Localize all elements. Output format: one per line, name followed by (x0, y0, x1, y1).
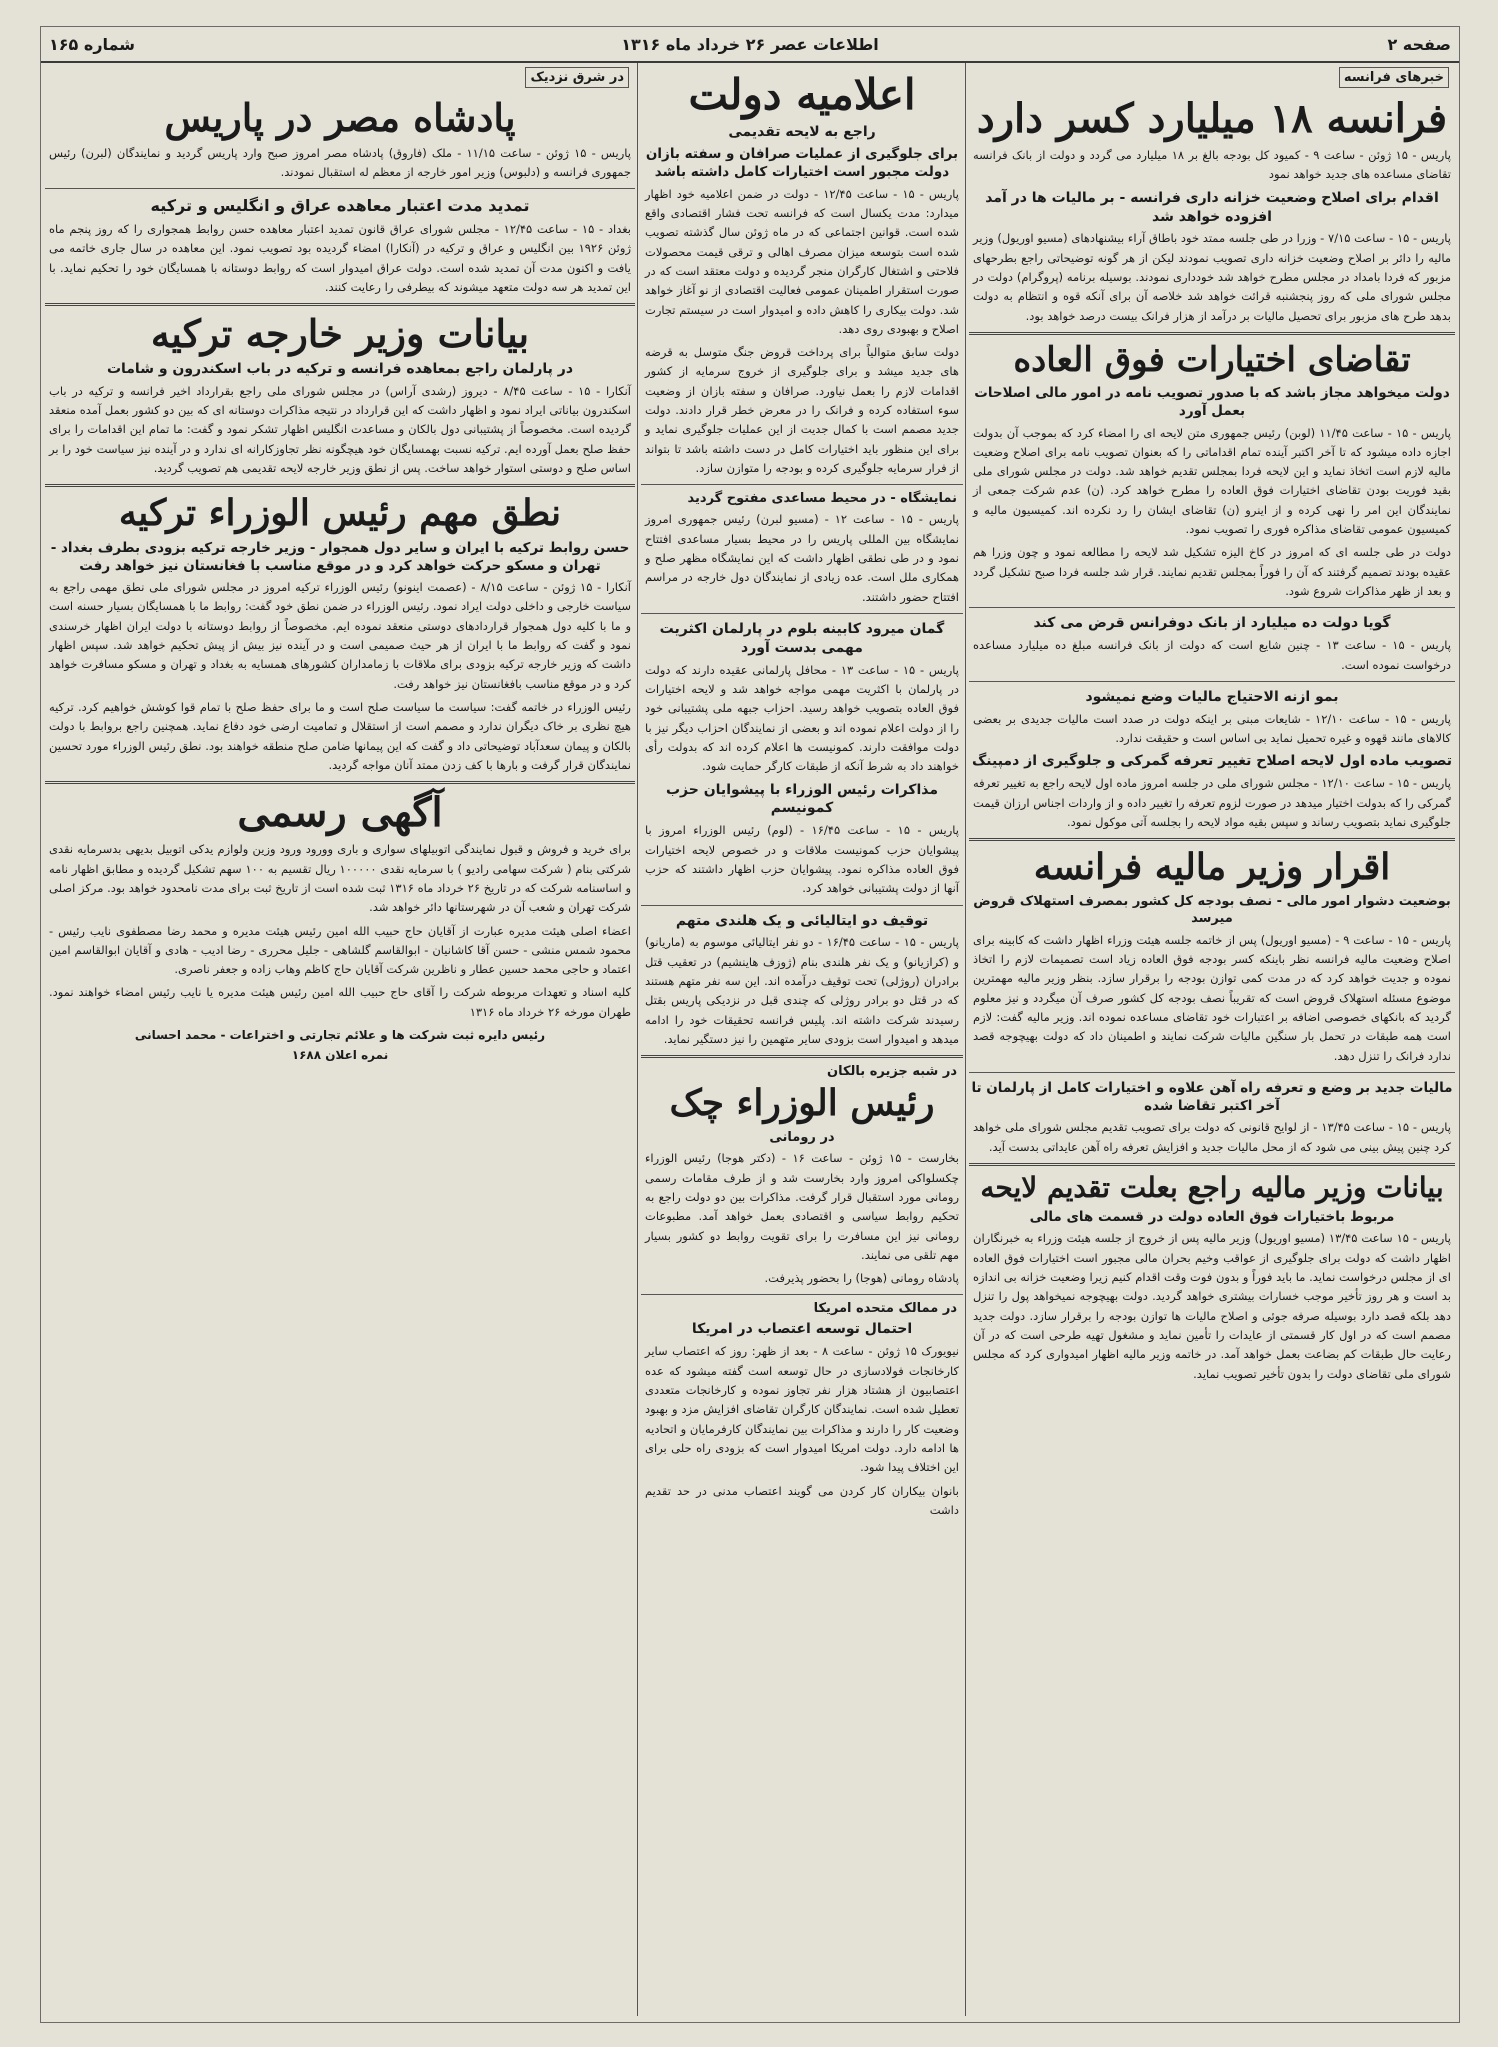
article-text: آنکارا - ۱۵ - ساعت ۸/۴۵ - دیروز (رشدی آراس) در مجلس شورای ملی راجع بقرارداد اخیر فرانسه و ترکیه در باب اسکندرون بیاناتی ایراد نمود و اظهار داشت که این قرارداد در نتیجه مذاکرات دوستانه ای که بین دو کشور بعمل آمده منعقد گردیده است. مخصوصاً از پشتیبانی دول بالکان و مساعدت انگلیس اظهار تشکر نمود و گفت: ما تمام این اقدامات را برای حفظ صلح بعمل آورده ایم. ترکیه نسبت بهمسایگان خود هیچگونه نظر تجاوزکارانه ای ندارد و در آینده نیز سیاست خود را بر اساس صلح و دوستی استوار خواهد ساخت. پس از نطق وزیر خارجه لایحه تقدیمی هم تصویب گردید. (49, 383, 631, 475)
article-text: آنکارا - ۱۵ ژوئن - ساعت ۸/۱۵ - (عصمت اینونو) رئیس الوزراء ترکیه امروز در مجلس شورای ملی نطق مهمی راجع به سیاست خارجی و داخلی دولت ایراد نمود. رئیس الوزراء در ضمن نطق خود گفت: روابط ما با همسایگان بسیار حسنه است و ما با کلیه دول همجوار قراردادهای دوستی منعقد نموده ایم. مخصوصاً از روابط دوستانه با دولت ایران اظهار خرسندی نمود و گفت که روابط ما با ایران از هر حیث صمیمی است و در آینده نیز بیش از پیش تحکیم خواهد شد. سپس اظهار داشت که وزیر خارجه ترکیه بزودی برای ملاقات با زمامداران کشورهای همسایه به بغداد و تهران و مسکو مسافرت خواهد کرد و در موقع مناسب بافغانستان نیز خواهد رفت. (49, 580, 631, 691)
article-text: پاریس - ۱۵ - ساعت ۱۳ - چنین شایع است که دولت از بانک فرانسه مبلغ ده میلیارد مساعده درخواست نموده است. (973, 638, 1451, 672)
page-label: صفحه ۲ (1387, 35, 1451, 54)
article-text: رئیس الوزراء در خاتمه گفت: سیاست ما سیاست صلح است و ما برای حفظ صلح با تمام قوا کوشش خواهیم کرد. ترکیه هیچ نظری بر خاک دیگران ندارد و مصمم است از استقلال و تمامیت ارضی خود دفاع نماید. همچنین راجع بروابط با دولت بالکان و پیمان سعدآباد توضیحاتی داد و گفت که این پیمانها ضامن صلح منطقه خواهند بود. نطق رئیس الوزراء مورد تحسین نمایندگان قرار گرفت و بارها با کف زدن ممتد آنان مواجه گردید. (49, 700, 631, 772)
section-label: خبرهای فرانسه (1339, 67, 1449, 88)
subheadline: گویا دولت ده میلیارد از بانک دوفرانس قرض می کند (1033, 615, 1391, 632)
divider (969, 838, 1455, 841)
subheadline: مذاکرات رئیس الوزراء با پیشوایان حزب کمونیسم (665, 781, 938, 817)
kicker: در شبه جزیره بالکان (827, 1064, 957, 1080)
kicker: در رومانی (769, 1129, 835, 1145)
subheadline: تصویب ماده اول لایحه اصلاح تغییر تعرفه گمرکی و جلوگیری از دمپینگ (971, 753, 1453, 770)
article-text: بخارست - ۱۵ ژوئن - ساعت ۱۶ - (دکتر هوجا) رئیس الوزراء چکسلواکی امروز وارد بخارست شد و از طرف مقامات رسمی رومانی مورد استقبال قرار گرفت. مذاکرات بین دو دولت راجع به تحکیم روابط سیاسی و اقتصادی بعمل خواهد آمد. مطبوعات رومانی نیز این مسافرت را برای تقویت روابط دو کشور بسیار مهم تلقی می نمایند. (645, 1151, 959, 1262)
divider (969, 607, 1455, 608)
subheadline: بوضعیت دشوار امور مالی - نصف بودجه کل کشور بمصرف استهلاک قروض میرسد (973, 893, 1451, 927)
notice-text: برای خرید و فروش و قبول نمایندگی اتوبیلهای سواری و باری وورود ورود وزین ولوازم یدکی اتوبیل بدیهی بدسرمایه نقدی شرکتی بنام ( شرکت سهامی رادیو ) با سرمایه نقدی ۱۰۰۰۰۰ ریال تقسیم به ۱۰۰ سهم تشکیل گردیده و مطابق اظهار نامه و اساسنامه شرکت که در تاریخ ۲۶ خرداد ماه ۱۳۱۶ ثبت شده است از تاریخ ثبت برای مدت نامحدود خواهد بود. مرکز اصلی شرکت تهران و شعب آن در شهرستانها دائر خواهد شد. (49, 842, 632, 915)
subheadline: مالیات جدید بر وضع و تعرفه راه آهن علاوه و اختیارات کامل از پارلمان تا آخر اکتبر تقاضا شده (971, 1079, 1453, 1115)
article-text: پاریس - ۱۵ - ساعت ۷/۱۵ - وزرا در طی جلسه ممتد خود باطاق آراء بیشنهادهای (مسیو اوریول) وزیر مالیه را دائر بر اصلاح وضعیت خزانه داری تصویب نمودند لیکن از هر گونه توضیحاتی راجع بطرحهای مزبور که فردا بامداد در مجلس مطرح خواهد شد خودداری نمودند. بوسیله برنامه (پروگرام) دولت در مجلس شورای ملی که روز پنجشنبه قرائت خواهد شد خلاصه آن برای آنکه قوه و انتظام به دولت بدهد طرح های مزبور برای تحصیل ماليات بر درآمد از هزار فرانک بیست درصد خواهد بود. (973, 231, 1451, 323)
subheadline: بمو ازنه الاحتیاج مالیات وضع نمیشود (1085, 688, 1339, 705)
column-government-notice (641, 63, 963, 2016)
paper-title-date: اطلاعات عصر ۲۶ خرداد ماه ۱۳۱۶ (621, 35, 879, 54)
issue-number: شماره ۱۶۵ (49, 35, 135, 54)
article-text: پاریس - ۱۵ - ساعت ۱۲/۱۰ - مجلس شورای ملی در جلسه امروز ماده اول لایحه راجع به تغییر تعرفه گمرکی را که بدولت اختیار میدهد در صورت لزوم تعرفه را تغییر داده و از واردات اجناس ارزان قیمت جلوگیری نماید بتصویب رساند و سپس بقیه مواد لایحه را بجلسه آتی موکول نمود. (973, 776, 1451, 829)
headline-france-deficit: فرانسه ۱۸ میلیارد کسر دارد (976, 95, 1448, 142)
headline-turkish-foreign-minister: بیانات وزیر خارجه ترکیه (150, 311, 530, 357)
subheadline: راجع به لایحه تقدیمی (728, 124, 876, 141)
article-text: پاریس - ۱۵ - ساعت ۹ - (مسیو اوریول) پس از خاتمه جلسه هیئت وزراء اظهار داشت که کابینه برای اصلاح وضعیت مالیه فرانسه نظر باینکه کسر بودجه فوق العاده زیاد است تصمیمات لازم را اتخاذ نموده و جدیت خواهد کرد که در مدت کمی توازن بودجه را برقرار سازد. بنظر وزیر مالیه مهمترین موضوع مسئله استهلاک قروض است که تقریباً نصف بودجه کل کشور صرف آن میگردد و نیز معلوم گردید که بانکهای خصوصی اضافه بر اعتبارات خود تقاضای مساعده نموده اند. وزیر مالیه گفت: لازم است همه طبقات در تحمل بار سنگین مالیات شرکت نمایند و اطمینان داد که دولت بهیچوجه قصد ندارد فرانک را تنزل دهد. (973, 932, 1451, 1063)
subheadline: اقدام برای اصلاح وضعیت خزانه داری فرانسه - بر مالیات ها در آمد افزوده خواهد شد (985, 189, 1439, 225)
divider (641, 1055, 963, 1058)
subheadline: دولت میخواهد مجاز باشد که با صدور تصویب نامه در امور مالی اصلاحات بعمل آورد (974, 385, 1450, 420)
column-rule (965, 63, 966, 2016)
subheadline: در پارلمان راجع بمعاهده فرانسه و ترکیه در باب اسکندرون و شامات (106, 360, 574, 377)
article-text: نیویورک ۱۵ ژوئن - ساعت ۸ - بعد از ظهر: روز که اعتصاب سایر کارخانجات فولادسازی در حال توسعه است گفته میشود که عده اعتصابیون از هشتاد هزار نفر تجاوز نموده و کارخانجات متعددی تعطیل شده است. نمایندگان کارگران تقاضای افزایش مزد و بهبود وضعیت کار را دارند و مذاکرات بین نمایندگان کارفرمایان و اتحادیه ها ادامه دارد. دولت امریکا امیدوار است که بزودی راه حلی برای این اختلاف پیدا شود. (645, 1344, 959, 1475)
subheadline: احتمال توسعه اعتصاب در امریکا (691, 1321, 913, 1338)
headline-finance-minister-statement: بیانات وزیر مالیه راجع بعلت تقدیم لایحه (980, 1170, 1444, 1204)
divider (969, 332, 1455, 335)
article-text: پاریس - ۱۵ - ساعت ۱۶/۴۵ - دو نفر ایتالیائی موسوم به (ماریانو) و (کرازیانو) و یک نفر هلندی بنام (ژوزف هاینشیم) در تعقیب قتل برادران (روژلی) تحت توقیف درآمده اند. این سه نفر متهم هستند که در قتل دو برادر روژلی که چندی قبل در نزدیکی پاریس بقتل رسیدند شرکت داشته اند. پلیس فرانسه تحقیقات خود را ادامه میدهد و امیدوار است بزودی سایر متهمین را نیز دستگیر نماید. (645, 935, 959, 1047)
divider (641, 1294, 963, 1295)
divider (641, 484, 963, 485)
notice-text: اعضاء اصلی هیئت مدیره عبارت از آقایان حاج حبیب الله امین رئیس هیئت مدیره و محمد رضا مصطفوی نایب رئیس - محمود شمس منشی - حسن آقا کاشانیان - ابوالقاسم گلشاهی - جلیل محرری - رضا ادیب - هادی و آقایان ابوالقاسم امین اعتماد و حاجی محمد حسین عطار و ناظرین شرکت آقایان حاج کاظم وهاب زاده و جعفر ناصری. (49, 923, 631, 977)
kicker: در ممالک متحده امریکا (813, 1301, 957, 1317)
notice-number: نمره اعلان ۱۶۸۸ (291, 1048, 389, 1063)
notice-signature: رئیس دایره ثبت شرکت ها و علائم تجارتی و اختراعات - محمد احسانی (134, 1028, 546, 1043)
column-near-east (45, 63, 635, 2016)
subheadline: تمدید مدت اعتبار معاهده عراق و انگلیس و ترکیه (150, 196, 530, 216)
article-text: پادشاه رومانی (هوجا) را بحضور پذیرفت. (764, 1271, 959, 1286)
headline-extraordinary-powers: تقاضای اختیارات فوق العاده (1013, 339, 1411, 380)
headline-egypt-king: پادشاه مصر در پاریس (164, 95, 516, 140)
newspaper-page (40, 26, 1460, 2023)
headline-official-notice: آگهی رسمی (237, 789, 443, 837)
article-text: پاریس - ۱۵ - ساعت ۱۳ - محافل پارلمانی عقیده دارند که دولت در پارلمان با اکثریت مهمی مواجه خواهد شد و لایحه اختیارات فوق العاده بتصویب خواهد رسید. احزاب جبهه ملی پشتیبانی خود را از دولت اعلام نموده اند و بعضی از نمایندگان احزاب دیگر نیز با دولت موافقت دارند. کمونیست ها اعلام کرده اند که بدولت رأی خواهند داد به شرط آنکه از طبقات کارگر حمایت شود. (645, 662, 959, 774)
article-text: پاریس - ۱۵ ساعت ۱۳/۴۵ (مسیو اوریول) وزیر مالیه پس از خروج از جلسه هیئت وزراء به خبرنگاران اظهار داشت که دولت برای جلوگیری از عواقب وخیم بحران مالی مجبور است اختیارات فوق العاده ای از مجلس درخواست نماید. ما باید فوراً و بدون فوت وقت اقدام کنیم زیرا وضعیت خزانه بی اندازه بد است و هر روز تأخیر موجب خسارات بیشتری خواهد گردید. دولت بهیچوجه نمیخواهد پول را تنزل دهد بلکه قصد دارد بوسیله صرفه جوئی و اصلاح مالیات ها توازن بودجه را برقرار سازد. دولت جدید مصمم است که در اول کار قسمتی از عایدات را تأمین نماید و مشغول تهیه طرحی است که در آن رعایت حال طبقات کم بضاعت بعمل خواهد آمد. در خاتمه وزیر مالیه اظهار امیدواری کرد که مجلس شورای ملی تقاضای دولت را بدون تأخیر تصویب نماید. (973, 1231, 1452, 1381)
article-text: پاریس - ۱۵ - ساعت ۱۲/۴۵ - دولت در ضمن اعلامیه خود اظهار میدارد: مدت یکسال است که فرانسه تحت فشار اقتصادی واقع شده است. قوانین اجتماعی که در ماه ژوئن سال گذشته تصویب شده است بتوسعه میزان مصرف اهالی و ترقی قیمت محصولات فلاحتی و اشتغال کارگران منجر گردیده و دولت معتقد است که در صورت استقرار اطمینان عمومی فعالیت اقتصادی از نو آغاز خواهد شد. دولت بیکاری را کاهش داده و امیدوار است در سیستم تجارت اصلاح و بهبودی روی دهد. (645, 186, 959, 336)
section-label: در شرق نزدیک (525, 67, 629, 88)
article-text: پاریس - ۱۵ ژوئن - ساعت ۹ - کمیود کل بودجه بالغ بر ۱۸ میلیارد می گردد و دولت از بانک فرانسه تقاضای مساعده های جدید خواهد نمود (973, 148, 1451, 182)
article-text: پاریس - ۱۵ - ساعت ۱۳/۴۵ - از لوایح قانونی که دولت برای تصویب تقدیم مجلس شورای ملی خواهد کرد چنین پیش بینی می شود که از محل مالیات جدید و افزایش تعرفه راه آهن عایداتی بدست آید. (973, 1120, 1451, 1154)
subheadline: گمان میرود کابینه بلوم در پارلمان اکثریت مهمی بدست آورد (659, 620, 945, 656)
article-text: بانوان بیکاران کار کردن می گویند اعتصاب مدنی در حد تقدیم داشت (645, 1483, 959, 1517)
article-text: پاریس - ۱۵ - ساعت ۱۲ - (مسیو لبرن) رئیس جمهوری امروز نمایشگاه بین المللی پاریس را در محیط بسیار مساعدی افتتاح نمود و در طی نطقی اظهار داشت که این نمایشگاه مظهر صلح و همکاری ملل است. عده زیادی از نمایندگان دول خارجه در مراسم افتتاح حضور داشتند. (645, 512, 959, 604)
divider (45, 188, 635, 189)
divider (969, 1072, 1455, 1073)
article-text: دولت در طی جلسه ای که امروز در کاخ الیزه تشکیل شد لایحه را مطالعه نمود و چون وزرا هم عقیده بودند تصمیم گرفتند که آن را فوراً بمجلس تقدیم نمایند. قرار شد جلسه فردا صبح تشکیل گردد و بعد از ظهر مذاکرات شروع شود. (973, 545, 1451, 598)
subheadline: برای جلوگیری از عملیات صرافان و سفته بازان دولت مجبور است اختیارات کامل داشته باشد (645, 146, 959, 181)
column-rule (637, 63, 638, 2016)
subheadline: مربوط باختیارات فوق العاده دولت در قسمت های مالی (1029, 1209, 1395, 1226)
article-text: بغداد - ۱۵ - ساعت ۱۲/۴۵ - مجلس شورای عراق قانون تمدید اعتبار معاهده حسن روابط همجواری را که روز پنجم ماه ژوئن ۱۹۲۶ بین انگلیس و عراق و ترکیه در (آنکارا) امضاء گردیده بود تصویب نمود. این معاهده در سال جاری خاتمه می یافت و اکنون مدت آن تمدید شده است. دولت عراق امیدوار است که روابط دوستانه با همسایگان خود را تحکیم نماید. با این تمدید هر سه دولت متعهد میشوند که بیطرفی را رعایت کنند. (49, 221, 631, 294)
article-text: پاریس - ۱۵ ژوئن - ساعت ۱۱/۱۵ - ملک (فاروق) پادشاه مصر امروز صبح وارد پاریس گردید و نمایندگان (لبرن) رئیس جمهوری فرانسه و (دلبوس) وزیر امور خارجه از معظم له استقبال نمودند. (49, 145, 631, 179)
article-text: پاریس - ۱۵ - ساعت ۱۶/۴۵ - (لوم) رئیس الوزراء امروز با پیشوایان حزب کمونیست ملاقات و در خصوص لایحه اختیارات فوق العاده مذاکره نمود. پیشوایان حزب اظهار داشتند که حزب آنها از دولت پشتیبانی خواهد کرد. (645, 823, 959, 896)
divider (45, 303, 635, 306)
kicker: نمایشگاه - در محیط مساعدی مفتوح گردید (687, 491, 957, 507)
divider (969, 681, 1455, 682)
article-text: دولت سابق متوالیاً برای پرداخت قروض جنگ متوسل به قرضه های جدید میشد و برای جلوگیری از خروج سرمایه از کشور اقدامات لازم را بعمل نیاورد. صرافان و سفته بازان از وضعیت سوء استفاده کرده و فرانک را در معرض خطر قرار دادند. دولت جدید مصمم است با کمال جدیت از این عملیات جلوگیری نماید و برای این منظور باید اختیارات کامل در دست داشته باشد تا بتواند از فرار سرمایه جلوگیری کرده و بودجه را متوازن سازد. (645, 345, 959, 475)
divider (641, 905, 963, 906)
headline-turkish-premier-speech: نطق مهم رئیس الوزراء ترکیه (118, 492, 562, 535)
headline-finance-minister: اقرار وزیر مالیه فرانسه (1033, 846, 1391, 889)
headline-government-statement: اعلامیه دولت (688, 70, 916, 119)
divider (45, 484, 635, 487)
notice-text: کلیه اسناد و تعهدات مربوطه شرکت را آقای حاج حبیب الله امین رئیس هیئت مدیره یا نایب رئیس امضاء خواهند نمود. طهران مورخه ۲۶ خرداد ماه ۱۳۱۶ (49, 985, 631, 1019)
article-text: پاریس - ۱۵ - ساعت ۱۱/۴۵ (لوبن) رئیس جمهوری متن لایحه ای را امضاء کرد که بموجب آن بدولت اجازه داده میشود که تا آخر اکتبر آینده تمام اقداماتی را که بعنوان تصویب نامه برای اصلاح وضعیت مالیه لازم است اتخاذ نماید و این لایحه فردا بمجلس تقدیم خواهد شد. دولت در مجلس شورای ملی بقید فوریت بودن تقاضای اختیارات فوق العاده را مطرح خواهد کرد. (ن) عدم شرکت جمعی از نمایندگان این امر را نهی کرده و از اینرو (ن) تقاضای ایشان را رد نکرده اند. کمیسیون مالیه و کمیسیون عمومی تقاضای مذاکره فوری را تصویب نمود. (973, 425, 1451, 537)
subheadline: حسن روابط ترکیه با ایران و سایر دول همجوار - وزیر خارجه ترکیه بزودی بطرف بغداد - تهران و مسکو حرکت خواهد کرد و در موقع مناسب با فغانستان نیز خواهد رفت (50, 539, 630, 574)
divider (45, 781, 635, 784)
article-text: پاریس - ۱۵ - ساعت ۱۲/۱۰ - شایعات مبنی بر اینکه دولت در صدد است مالیات جدیدی بر بعضی کالاهای مانند قهوه و غیره تحمیل نماید بی اساس است و حقیقت ندارد. (973, 711, 1451, 746)
divider (969, 1163, 1455, 1166)
subheadline: توقیف دو ایتالیائی و یک هلندی متهم (675, 912, 929, 929)
column-france-news (969, 63, 1455, 2016)
masthead (41, 27, 1459, 63)
divider (641, 613, 963, 614)
headline-czech-premier: رئیس الوزراء چک (669, 1082, 935, 1125)
